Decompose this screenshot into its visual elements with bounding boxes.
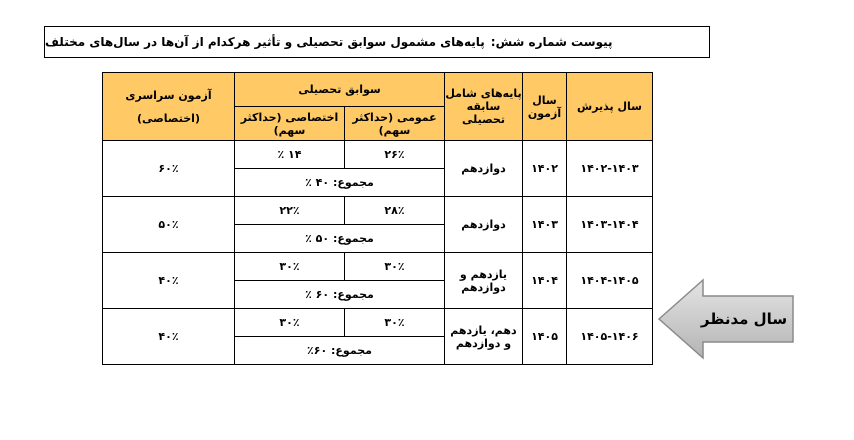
header-grades: پایه‌های شامل سابقه تحصیلی xyxy=(445,73,523,141)
cell-year: ۱۴۰۳-۱۴۰۴ xyxy=(567,197,653,253)
header-general: عمومی (حداکثر سهم) xyxy=(345,107,445,141)
cell-grades: دوازدهم xyxy=(445,197,523,253)
cell-exam-share: ۵۰٪ xyxy=(103,197,235,253)
cell-specialized: ۳۰٪ xyxy=(235,309,345,337)
cell-grades: یازدهم و دوازدهم xyxy=(445,253,523,309)
cell-general: ۲۶٪ xyxy=(345,141,445,169)
cell-total: مجموع: ۴۰ ٪ xyxy=(235,169,445,197)
cell-general: ۳۰٪ xyxy=(345,309,445,337)
table-row xyxy=(103,309,653,337)
header-specialized: اختصاصی (حداکثر سهم) xyxy=(235,107,345,141)
header-year: سال پذیرش xyxy=(567,73,653,141)
cell-year: ۱۴۰۲-۱۴۰۳ xyxy=(567,141,653,197)
quota-table xyxy=(102,72,653,365)
cell-specialized: ۳۰٪ xyxy=(235,253,345,281)
cell-exam-year: ۱۴۰۴ xyxy=(523,253,567,309)
header-national-exam-sub: (اختصاصی) xyxy=(137,111,200,125)
callout-label: سال مدنظر xyxy=(700,310,788,328)
header-row xyxy=(103,73,653,107)
title-text: پایه‌های مشمول سوابق تحصیلی و تأثیر هرکدام از آن‌ها در سال‌های مختلف xyxy=(45,35,485,49)
cell-general: ۲۸٪ xyxy=(345,197,445,225)
header-national-exam xyxy=(103,73,235,141)
cell-grades: دهم، یازدهم و دوازدهم xyxy=(445,309,523,365)
cell-specialized: ۲۲٪ xyxy=(235,197,345,225)
cell-total: مجموع: ۶۰٪ xyxy=(235,337,445,365)
cell-exam-share: ۶۰٪ xyxy=(103,141,235,197)
cell-exam-year: ۱۴۰۳ xyxy=(523,197,567,253)
header-records: سوابق تحصیلی xyxy=(235,73,445,107)
cell-total: مجموع: ۵۰ ٪ xyxy=(235,225,445,253)
cell-exam-year: ۱۴۰۵ xyxy=(523,309,567,365)
table-row xyxy=(103,141,653,169)
title-label: پیوست شماره شش: xyxy=(490,35,613,49)
header-exam-year: سال آزمون xyxy=(523,73,567,141)
cell-total: مجموع: ۶۰ ٪ xyxy=(235,281,445,309)
cell-specialized: ۱۴ ٪ xyxy=(235,141,345,169)
cell-grades: دوازدهم xyxy=(445,141,523,197)
target-year-callout xyxy=(657,278,797,360)
table-row xyxy=(103,253,653,281)
header-national-exam-title: آزمون سراسری xyxy=(125,88,212,102)
title-box xyxy=(44,26,710,58)
cell-year: ۱۴۰۵-۱۴۰۶ xyxy=(567,309,653,365)
cell-general: ۳۰٪ xyxy=(345,253,445,281)
cell-year: ۱۴۰۴-۱۴۰۵ xyxy=(567,253,653,309)
cell-exam-year: ۱۴۰۲ xyxy=(523,141,567,197)
table-row xyxy=(103,197,653,225)
cell-exam-share: ۴۰٪ xyxy=(103,309,235,365)
cell-exam-share: ۴۰٪ xyxy=(103,253,235,309)
